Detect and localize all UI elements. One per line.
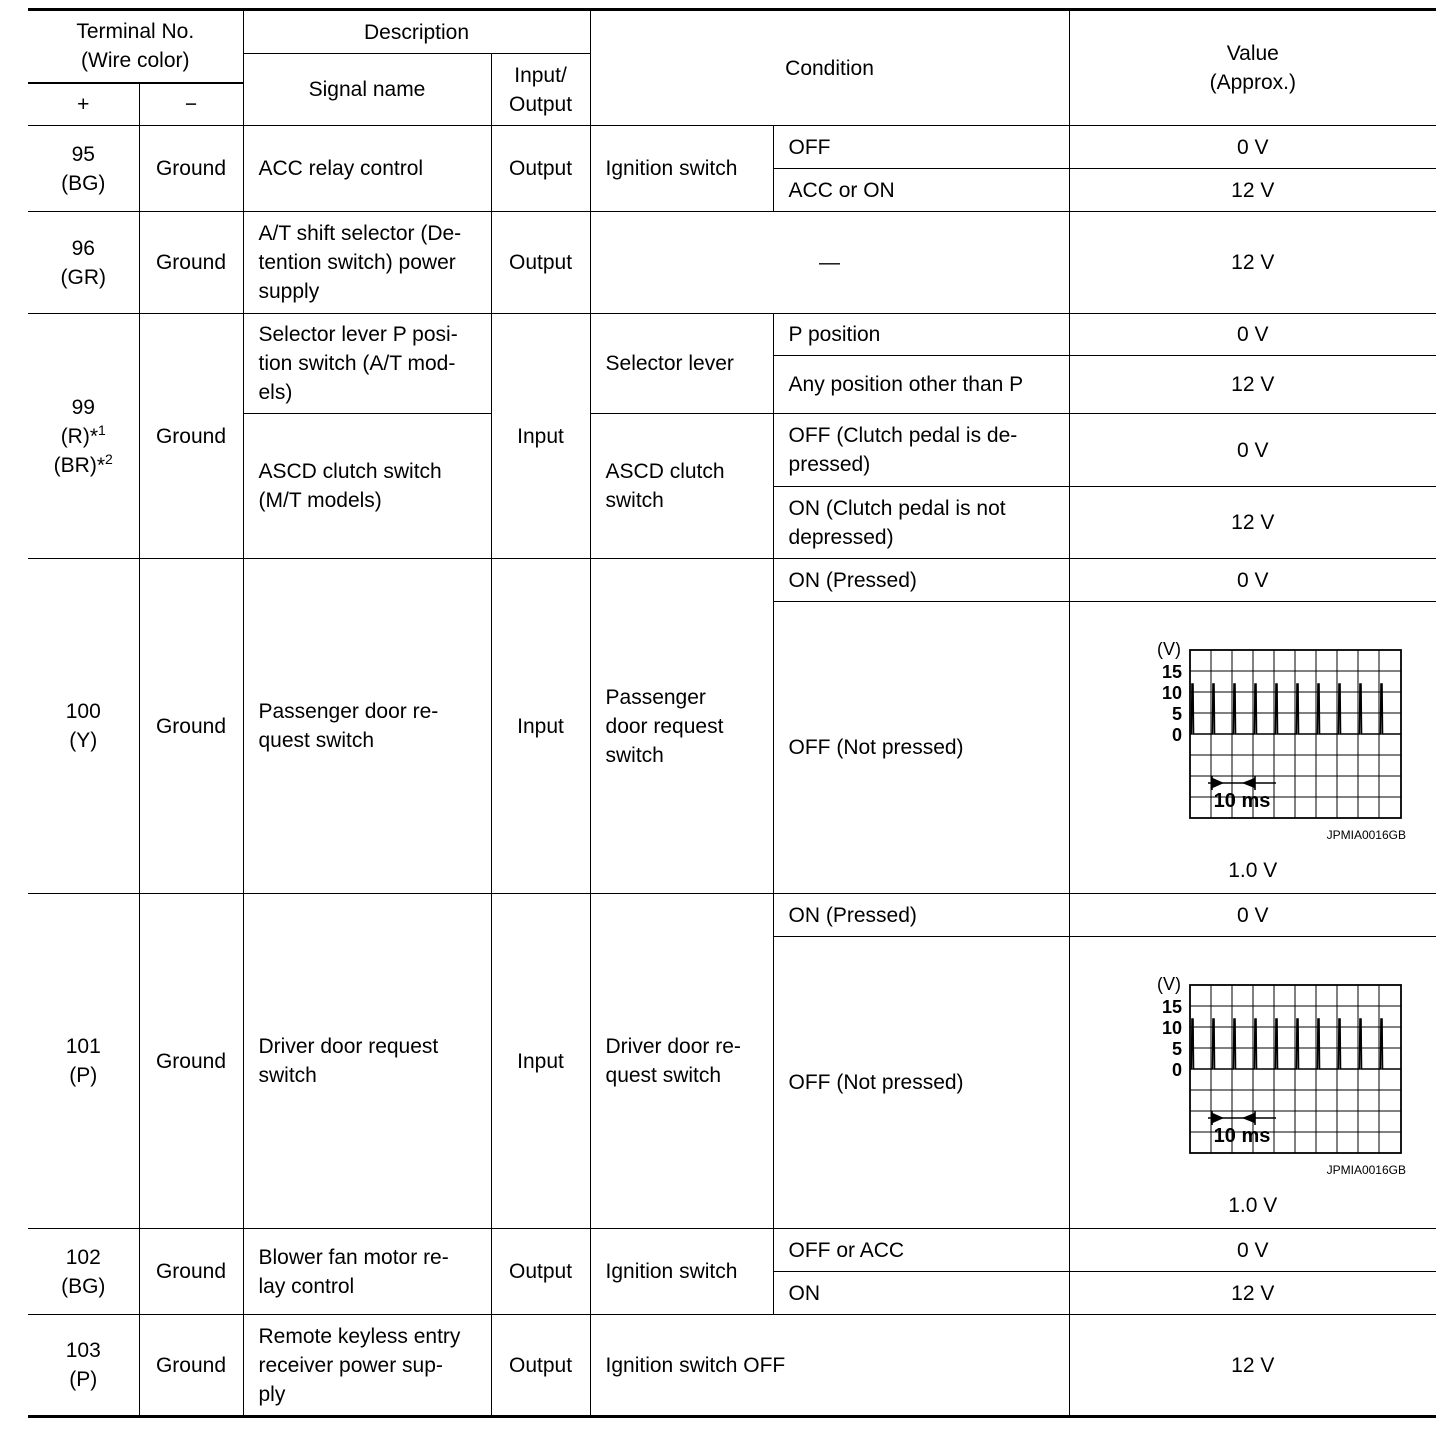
waveform-time-label: 10 ms (1213, 790, 1270, 812)
signal-cell: A/T shift selector (De- tention switch) power supply (243, 212, 491, 314)
value-cell: 0 V (1069, 126, 1436, 169)
value-cell: 0 V (1069, 414, 1436, 487)
value-cell: 12 V (1069, 1315, 1436, 1417)
waveform-figure-code: JPMIA0016GB (1326, 1163, 1406, 1177)
waveform-tick-label: 15 (1161, 997, 1182, 1017)
table-row (28, 559, 1436, 602)
signal-name-header: Signal name (243, 54, 491, 126)
state-cell: OFF (773, 126, 1069, 169)
table-row (28, 314, 1436, 356)
waveform-tick-label: 0 (1171, 1060, 1182, 1080)
signal-cell: Passenger door re- quest switch (243, 559, 491, 894)
signal-cell: Remote keyless entry receiver power sup- ply (243, 1315, 491, 1417)
value-cell: 0 V (1069, 894, 1436, 937)
waveform-unit-label: (V) (1156, 977, 1181, 994)
condition-cell: Selector lever (590, 314, 773, 414)
condition-cell: — (590, 212, 1069, 314)
waveform-figure (1116, 642, 1406, 850)
terminal-cell: 95 (BG) (28, 126, 139, 212)
terminal-header: Terminal No. (Wire color) (28, 10, 243, 83)
state-cell: OFF (Clutch pedal is de- pressed) (773, 414, 1069, 487)
waveform-tick-label: 5 (1171, 704, 1182, 724)
value-cell: 1.0 V (1228, 859, 1278, 882)
io-cell: Output (491, 212, 590, 314)
waveform-tick-label: 15 (1161, 662, 1182, 682)
plus-header: + (28, 83, 139, 126)
signal-cell: Selector lever P posi- tion switch (A/T mod- els) (243, 314, 491, 414)
condition-cell: Passenger door request switch (590, 559, 773, 894)
waveform-chart (1116, 977, 1406, 1177)
state-cell: Any position other than P (773, 356, 1069, 414)
value-cell: 12 V (1069, 487, 1436, 559)
table-row (28, 1315, 1436, 1417)
waveform-value-cell (1069, 602, 1436, 894)
condition-cell: ASCD clutch switch (590, 414, 773, 559)
minus-cell: Ground (139, 212, 243, 314)
waveform-time-marker (1208, 776, 1276, 790)
minus-header: − (139, 83, 243, 126)
waveform-figure-code: JPMIA0016GB (1326, 828, 1406, 842)
state-cell: ON (Clutch pedal is not depressed) (773, 487, 1069, 559)
waveform-tick-label: 0 (1171, 725, 1182, 745)
condition-cell: Ignition switch (590, 1229, 773, 1315)
header-row-1 (28, 10, 1436, 54)
state-cell: OFF (Not pressed) (773, 602, 1069, 894)
minus-cell: Ground (139, 894, 243, 1229)
input-output-header: Input/ Output (491, 54, 590, 126)
condition-cell: Ignition switch OFF (590, 1315, 1069, 1417)
value-cell: 0 V (1069, 559, 1436, 602)
signal-cell: Driver door request switch (243, 894, 491, 1229)
value-cell: 0 V (1069, 314, 1436, 356)
value-cell: 12 V (1069, 212, 1436, 314)
table-row (28, 1229, 1436, 1272)
waveform-unit-label: (V) (1156, 642, 1181, 659)
io-cell: Output (491, 1315, 590, 1417)
waveform-chart (1116, 642, 1406, 842)
terminal-table (28, 8, 1436, 1418)
io-cell: Input (491, 314, 590, 559)
minus-cell: Ground (139, 559, 243, 894)
state-cell: ON (773, 1272, 1069, 1315)
minus-cell: Ground (139, 1229, 243, 1315)
condition-cell: Driver door re- quest switch (590, 894, 773, 1229)
value-cell: 12 V (1069, 169, 1436, 212)
waveform-tick-label: 10 (1161, 683, 1182, 703)
waveform-value-cell (1069, 937, 1436, 1229)
minus-cell: Ground (139, 1315, 243, 1417)
value-header: Value (Approx.) (1069, 10, 1436, 126)
state-cell: P position (773, 314, 1069, 356)
condition-header: Condition (590, 10, 1069, 126)
state-cell: ON (Pressed) (773, 894, 1069, 937)
io-cell: Input (491, 559, 590, 894)
terminal-cell: 96 (GR) (28, 212, 139, 314)
state-cell: ACC or ON (773, 169, 1069, 212)
terminal-cell: 103 (P) (28, 1315, 139, 1417)
io-cell: Input (491, 894, 590, 1229)
state-cell: OFF or ACC (773, 1229, 1069, 1272)
value-cell: 12 V (1069, 1272, 1436, 1315)
condition-cell: Ignition switch (590, 126, 773, 212)
table-row (28, 894, 1436, 937)
io-cell: Output (491, 126, 590, 212)
value-cell: 0 V (1069, 1229, 1436, 1272)
terminal-cell: 99 (R)*$^1$ (BR)*$^2$ (28, 314, 139, 559)
minus-cell: Ground (139, 126, 243, 212)
state-cell: OFF (Not pressed) (773, 937, 1069, 1229)
signal-cell: Blower fan motor re- lay control (243, 1229, 491, 1315)
waveform-time-label: 10 ms (1213, 1125, 1270, 1147)
terminal-cell: 102 (BG) (28, 1229, 139, 1315)
table-row (28, 126, 1436, 169)
waveform-figure (1116, 977, 1406, 1185)
terminal-cell: 101 (P) (28, 894, 139, 1229)
waveform-tick-label: 10 (1161, 1018, 1182, 1038)
terminal-cell: 100 (Y) (28, 559, 139, 894)
signal-cell: ACC relay control (243, 126, 491, 212)
table-row (28, 212, 1436, 314)
waveform-time-marker (1208, 1111, 1276, 1125)
minus-cell: Ground (139, 314, 243, 559)
terminal-table-container (28, 8, 1436, 1418)
waveform-axis-labels (1157, 977, 1182, 1080)
state-cell: ON (Pressed) (773, 559, 1069, 602)
value-cell: 1.0 V (1228, 1194, 1278, 1217)
description-header: Description (243, 10, 590, 54)
waveform-axis-labels (1157, 642, 1182, 745)
value-cell: 12 V (1069, 356, 1436, 414)
waveform-tick-label: 5 (1171, 1039, 1182, 1059)
io-cell: Output (491, 1229, 590, 1315)
signal-cell: ASCD clutch switch (M/T models) (243, 414, 491, 559)
